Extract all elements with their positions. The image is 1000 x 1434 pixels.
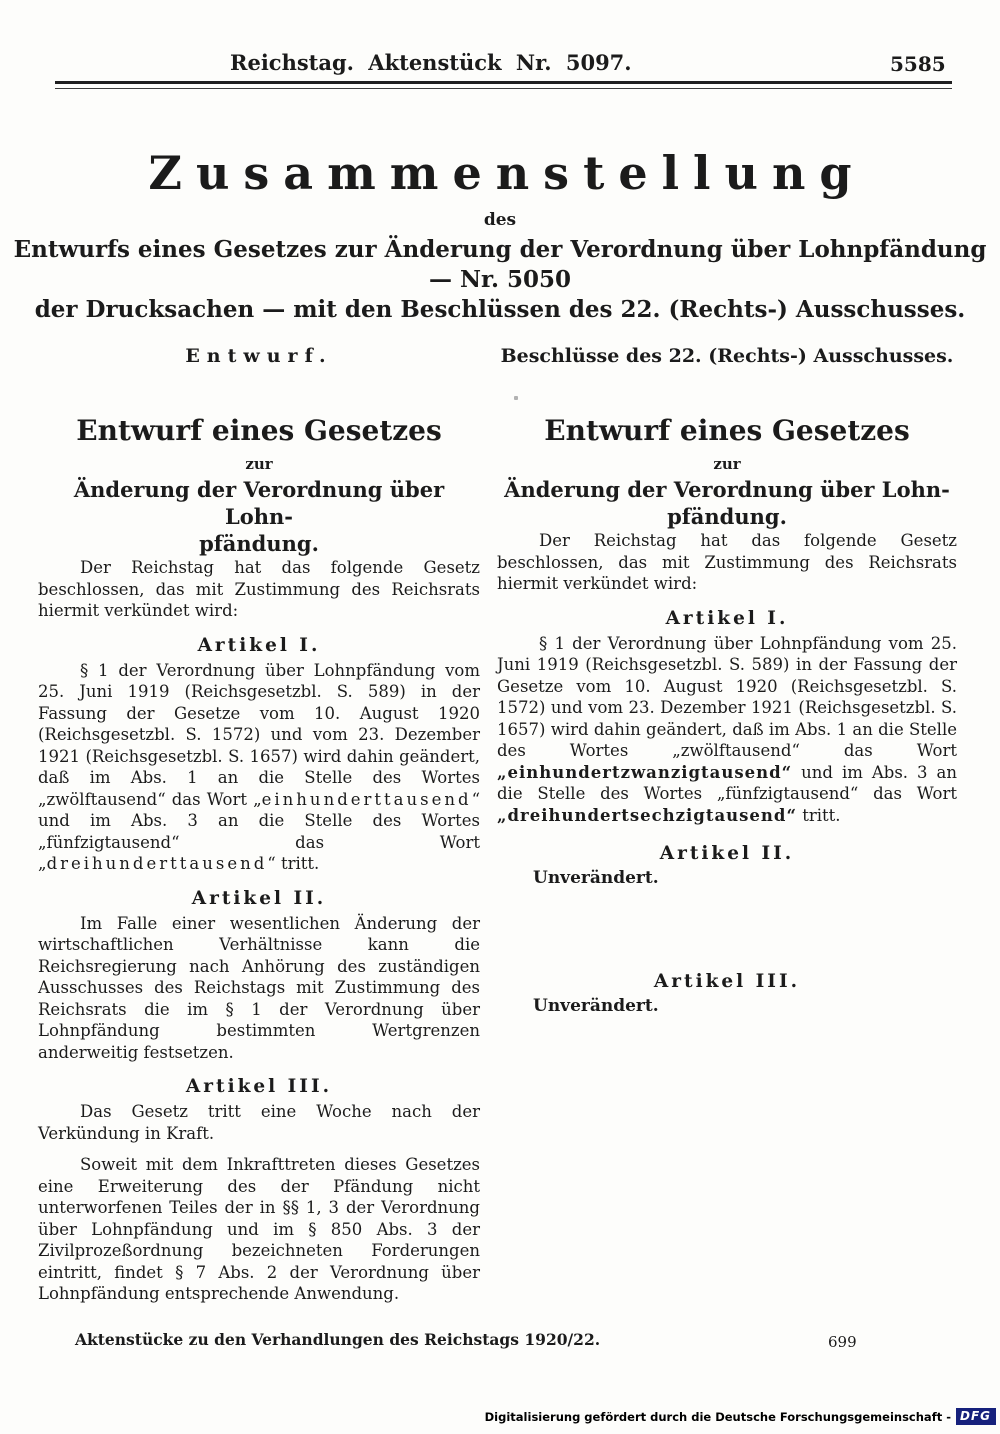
right-artikel-1-paragraph bbox=[497, 633, 957, 827]
column-entwurf bbox=[38, 344, 480, 1305]
left-artikel-3-heading: Artikel III. bbox=[185, 1076, 333, 1097]
right-law-subject-line-1: Änderung der Verordnung über Lohn- bbox=[504, 477, 950, 502]
subtitle bbox=[0, 235, 1000, 325]
main-title: Zusammenstellung bbox=[148, 146, 866, 200]
left-artikel-3-paragraph-1: Das Gesetz tritt eine Woche nach der Verkündung in Kraft. bbox=[38, 1102, 480, 1143]
left-law-connector: zur bbox=[245, 455, 273, 473]
columns bbox=[38, 344, 957, 1305]
footer-sheet-number: 699 bbox=[828, 1333, 857, 1351]
subtitle-line-1: Entwurfs eines Gesetzes zur Änderung der Verordnung über Lohnpfändung — Nr. 5050 bbox=[13, 236, 987, 293]
left-law-title: Entwurf eines Gesetzes bbox=[76, 414, 442, 447]
digitization-credit-bar bbox=[485, 1408, 996, 1425]
right-law-subject bbox=[497, 476, 957, 530]
right-artikel-1-seg1: § 1 der Verordnung über Lohnpfändung vom 25. Juni 1919 (Reichsgesetzbl. S. 589) in der Fassung der Gesetze vom 10. August 1920 (Reichsgesetzbl. S. 1572) und vom 23. Dezember 1921 (Reichsgesetzbl. S. 1657) wird dahin geändert, daß im Abs. 1 an die Stelle des Wortes „zwölftausend“ das Wort bbox=[497, 633, 957, 760]
left-artikel-2-paragraph: Im Falle einer wesentlichen Änderung der wirtschaftlichen Verhältnisse kann die Reichsregierung nach Anhörung des zuständigen Ausschusses des Reichstags mit Zustimmung des Reichsrats die im § 1 der Verordnung über Lohnpfändung bestimmten Wertgrenzen anderweitig festsetzen. bbox=[38, 913, 480, 1062]
left-artikel-1-amount-2: dreihunderttausend bbox=[46, 854, 268, 873]
footer-imprint: Aktenstücke zu den Verhandlungen des Reichstags 1920/22. bbox=[75, 1330, 601, 1349]
right-law-title: Entwurf eines Gesetzes bbox=[544, 414, 910, 447]
title-connector: des bbox=[483, 210, 517, 230]
masthead: Reichstag. Aktenstück Nr. 5097. bbox=[230, 50, 632, 75]
right-artikel-1-amount-1: „einhundertzwanzigtausend“ bbox=[497, 762, 793, 782]
digitization-credit-text: Digitalisierung gefördert durch die Deutsche Forschungsgemeinschaft - bbox=[484, 1409, 951, 1424]
right-artikel-1-seg3: und im Abs. 3 an die Stelle des Wortes „fünfzigtausend“ das Wort bbox=[497, 762, 957, 803]
header-rule bbox=[55, 81, 952, 89]
right-column-kicker: Beschlüsse des 22. (Rechts-) Ausschusses. bbox=[500, 345, 954, 367]
column-beschluesse bbox=[497, 344, 957, 1305]
left-law-subject-line-1: Änderung der Verordnung über Lohn- bbox=[73, 477, 445, 529]
right-artikel-1-heading: Artikel I. bbox=[665, 607, 789, 629]
left-artikel-3-paragraph-2: Soweit mit dem Inkrafttreten dieses Gesetzes eine Erweiterung des der Pfändung nicht unterworfenen Teiles der in §§ 1, 3 der Verordnung über Lohnpfändung und im § 850 Abs. 3 der Zivilprozeßordnung bezeichneten Forderungen eintritt, findet § 7 Abs. 2 der Verordnung über Lohnpfändung entsprechende Anwendung. bbox=[38, 1155, 480, 1303]
left-law-subject-line-2: pfändung. bbox=[199, 531, 319, 556]
dfg-logo: DFG bbox=[956, 1408, 996, 1425]
right-artikel-3-heading: Artikel III. bbox=[653, 970, 801, 992]
left-law-subject bbox=[38, 476, 480, 557]
left-column-kicker: Entwurf. bbox=[185, 345, 333, 367]
left-artikel-2-heading: Artikel II. bbox=[191, 887, 327, 909]
right-law-connector: zur bbox=[713, 455, 741, 473]
right-law-subject-line-2: pfändung. bbox=[667, 504, 787, 529]
left-artikel-1-seg1: § 1 der Verordnung über Lohnpfändung vom 25. Juni 1919 (Reichsgesetzbl. S. 589) in der Fassung der Gesetze vom 10. August 1920 (Reichsgesetzbl. S. 1572) und vom 23. Dezember 1921 (Reichsgesetzbl. S. 1657) wird dahin geändert, daß im Abs. 1 an die Stelle des Wortes „zwölftausend“ das Wort „ bbox=[38, 660, 480, 809]
left-artikel-1-amount-1: einhunderttausend bbox=[261, 789, 472, 809]
left-artikel-1-heading: Artikel I. bbox=[197, 634, 321, 656]
left-artikel-1-seg5: “ tritt. bbox=[267, 854, 320, 873]
right-artikel-3-unchanged: Unverändert. bbox=[533, 995, 659, 1016]
page-number: 5585 bbox=[890, 52, 946, 76]
right-artikel-2-heading: Artikel II. bbox=[659, 843, 795, 864]
left-intro-paragraph: Der Reichstag hat das folgende Gesetz beschlossen, das mit Zustimmung des Reichsrats hiermit verkündet wird: bbox=[38, 558, 480, 620]
right-artikel-1-amount-2: „dreihundertsechzigtausend“ bbox=[497, 805, 797, 825]
left-artikel-1-paragraph bbox=[38, 660, 480, 875]
right-artikel-2-unchanged: Unverändert. bbox=[533, 868, 659, 888]
right-artikel-1-seg5: tritt. bbox=[796, 805, 841, 825]
subtitle-line-2: der Drucksachen — mit den Beschlüssen des 22. (Rechts-) Ausschusses. bbox=[34, 296, 966, 323]
left-artikel-1-seg3: “ und im Abs. 3 an die Stelle des Wortes „fünfzigtausend“ das Wort „ bbox=[38, 789, 480, 873]
right-intro-paragraph: Der Reichstag hat das folgende Gesetz beschlossen, das mit Zustimmung des Reichsrats hiermit verkündet wird: bbox=[497, 531, 957, 593]
